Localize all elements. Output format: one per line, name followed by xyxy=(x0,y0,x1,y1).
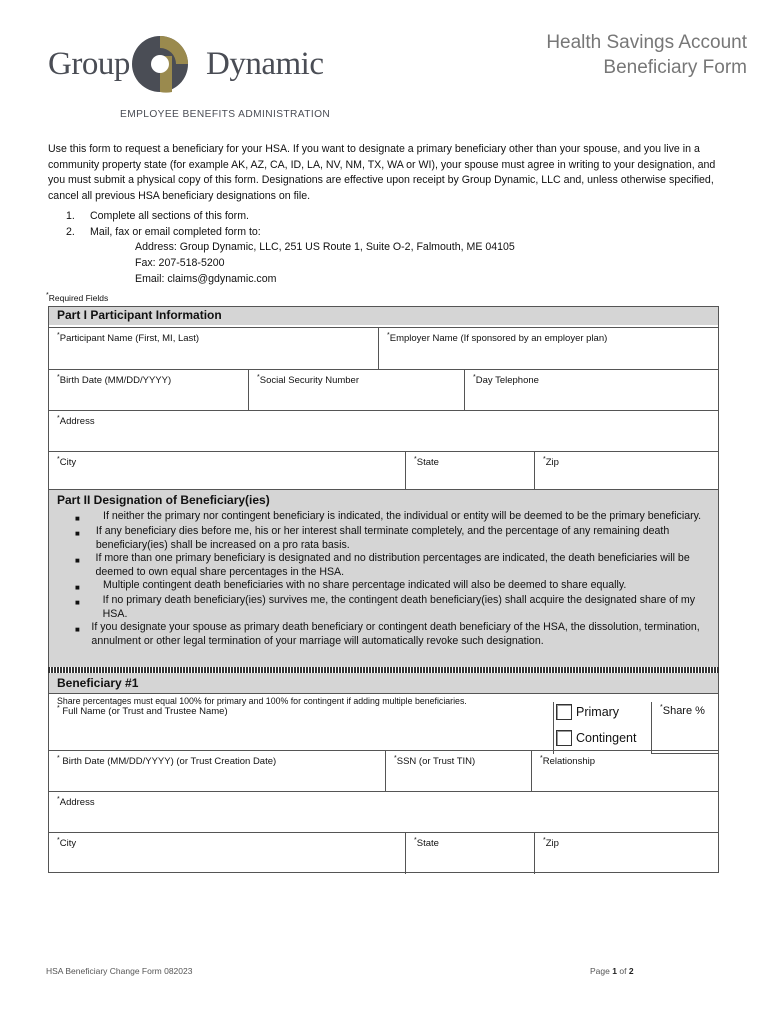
part1-row-birth xyxy=(49,369,718,411)
step-2: 2. Mail, fax or email completed form to: xyxy=(66,225,261,238)
step-1: 1. Complete all sections of this form. xyxy=(66,210,249,222)
beneficiary-state-field[interactable]: *State xyxy=(406,833,535,874)
fax-number: Fax: 207-518-5200 xyxy=(135,257,225,270)
logo-word-group: Group xyxy=(48,46,130,82)
instructions-list xyxy=(66,209,515,288)
logo-word-dynamic: Dynamic xyxy=(206,46,324,82)
part2-bullet: ■ If you designate your spouse as primary death beneficiary or contingent death beneficiary of the HSA, the dissolution, termination, annulment or other legal termination of your marriage will automatically revoke such designation. xyxy=(75,621,700,647)
city-field[interactable]: *City xyxy=(49,452,406,493)
beneficiary-address-field[interactable]: *Address xyxy=(57,796,95,808)
intro-paragraph: Use this form to request a beneficiary for your HSA. If you want to designate a primary beneficiary other than your spouse, and you live in a community property state (for example AK, AZ, CA, ID, LA, NV, NM, TX, WA or WI), your spouse must agree in writing to your designation, and you must submit a physical copy of this form. Designations are effective upon receipt by Group Dynamic, LLC and, unless otherwise specified, cancel all previous HSA beneficiary designations on file. xyxy=(48,143,716,203)
primary-checkbox[interactable] xyxy=(556,704,572,720)
beneficiary-ssn-field[interactable]: *SSN (or Trust TIN) xyxy=(386,751,532,792)
page-number: Page 1 of 2 xyxy=(590,966,634,976)
ben-row-city xyxy=(49,832,718,873)
part2-title: Part II Designation of Beneficiary(ies) xyxy=(57,493,270,507)
share-percentage-note: Share percentages must equal 100% for primary and 100% for contingent if adding multiple beneficiaries. xyxy=(57,696,467,706)
beneficiary-zip-field[interactable]: *Zip xyxy=(543,837,559,849)
part2-panel xyxy=(48,489,719,667)
part1-row-name xyxy=(49,327,718,369)
form-title-line1: Health Savings Account xyxy=(546,32,747,53)
birth-date-field[interactable]: *Birth Date (MM/DD/YYYY) xyxy=(49,370,249,411)
relationship-field[interactable]: *Relationship xyxy=(540,755,596,767)
part1-panel xyxy=(48,306,719,491)
employer-name-field[interactable]: *Employer Name (If sponsored by an employer plan) xyxy=(387,332,608,344)
part2-bullet: ■ Multiple contingent death beneficiaries with no share percentage indicated will also be deemed to share equally. xyxy=(75,579,627,593)
beneficiary-city-field[interactable]: *City xyxy=(49,833,406,874)
beneficiary-1-panel xyxy=(48,673,719,873)
form-identifier: HSA Beneficiary Change Form 082023 xyxy=(46,966,193,976)
share-percent-field[interactable]: *Share % xyxy=(651,702,719,754)
day-telephone-field[interactable]: *Day Telephone xyxy=(473,374,539,386)
part1-row-city xyxy=(49,451,718,492)
form-title-line2: Beneficiary Form xyxy=(603,57,747,78)
part2-bullet-list xyxy=(75,510,715,648)
logo-subtitle: EMPLOYEE BENEFITS ADMINISTRATION xyxy=(120,109,331,120)
ssn-field[interactable]: *Social Security Number xyxy=(249,370,465,411)
part2-bullet: ■ If any beneficiary dies before me, his or her interest shall terminate completely, and the percentage of any remaining death beneficiary(ies) shall be increased on a pro rata basis. xyxy=(75,525,670,551)
part1-row-address xyxy=(49,410,718,452)
state-field[interactable]: *State xyxy=(406,452,535,493)
participant-name-field[interactable]: *Participant Name (First, MI, Last) xyxy=(49,328,379,369)
part2-bullet: ■ If no primary death beneficiary(ies) survives me, the contingent death beneficiary(ies) shall acquire the designated share of my HSA. xyxy=(75,594,696,620)
contingent-option[interactable]: Contingent xyxy=(556,730,636,746)
contingent-checkbox[interactable] xyxy=(556,730,572,746)
zip-field[interactable]: *Zip xyxy=(543,456,559,468)
address-field[interactable]: *Address xyxy=(57,415,95,427)
part2-bullet: ■ If neither the primary nor contingent beneficiary is indicated, the individual or entity will be deemed to be the primary beneficiary. xyxy=(75,510,702,523)
email-address: Email: claims@gdynamic.com xyxy=(135,272,277,285)
ben-row-address xyxy=(49,791,718,833)
required-fields-note: *Required Fields xyxy=(46,292,109,303)
ben-row-birth xyxy=(49,750,718,792)
beneficiary-1-title: Beneficiary #1 xyxy=(49,673,718,694)
beneficiary-birth-date-field[interactable]: * Birth Date (MM/DD/YYYY) (or Trust Creation Date) xyxy=(49,751,386,792)
part1-title: Part I Participant Information xyxy=(49,307,718,325)
form-title xyxy=(546,30,747,80)
company-logo xyxy=(48,26,338,126)
part2-bullet: ■ If more than one primary beneficiary is designated and no distribution percentages are indicated, the death beneficiaries will be deemed to own equal share percentages in the HSA. xyxy=(75,552,690,578)
mail-address: Address: Group Dynamic, LLC, 251 US Route 1, Suite O-2, Falmouth, ME 04105 xyxy=(135,241,515,254)
beneficiary-full-name-field[interactable]: * Full Name (or Trust and Trustee Name) xyxy=(57,705,228,717)
primary-option[interactable]: Primary xyxy=(556,704,619,720)
